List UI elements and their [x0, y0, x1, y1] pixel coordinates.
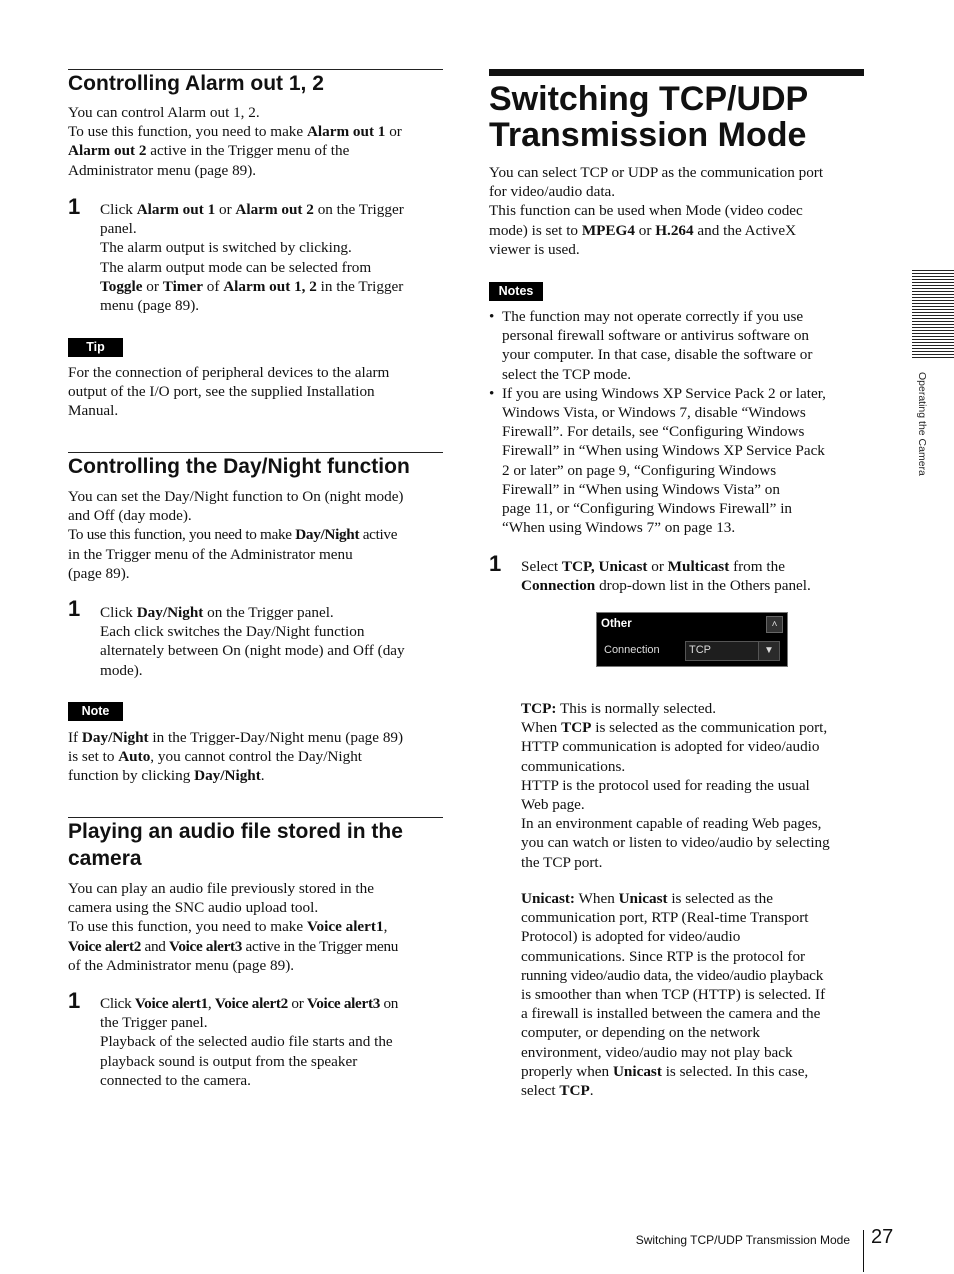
note-text: If Day/Night in the Trigger-Day/Night menu (page 89) is set to Auto, you cannot control the Day/Night function by clicking Day/Night.: [68, 729, 404, 785]
step-alarm: Click Alarm out 1 or Alarm out 2 on the Trigger panel. The alarm output is switched by clicking. The alarm output mode can be selected from Toggle or Timer of Alarm out 1, 2 in the Trigger menu (page 89).: [100, 201, 404, 315]
step-number: 1: [68, 596, 81, 621]
paragraph-day-night-intro: You can set the Day/Night function to On (night mode) and Off (day mode). To use this function, you need to make Day/Night active in the Trigger menu of the Administrator menu (page 89).: [68, 488, 404, 582]
tip-text: For the connection of peripheral devices to the alarm output of the I/O port, see the supplied Installation Manual.: [68, 364, 390, 420]
paragraph-alarm-intro: You can control Alarm out 1, 2. To use this function, you need to make Alarm out 1 or Alarm out 2 active in the Trigger menu of the Administrator menu (page 89).: [68, 104, 402, 179]
collapse-icon[interactable]: ˄: [766, 616, 783, 633]
connection-select-value: TCP: [689, 644, 711, 656]
step-number: 1: [489, 551, 502, 576]
heading-audio-file: Playing an audio file stored in the camera: [68, 820, 403, 870]
footer-rule: [863, 1230, 864, 1272]
step-number: 1: [68, 988, 81, 1013]
step-number: 1: [68, 194, 81, 219]
tcp-description: TCP: This is normally selected. When TCP is selected as the communication port, HTTP communication is adopted for video/audio communications. HTTP is the protocol used for reading the usual Web page. In an environment capable of reading Web pages, you can watch or listen to video/audio by selecting the TCP port.: [521, 700, 830, 871]
other-panel: [596, 612, 788, 667]
dropdown-arrow-icon[interactable]: ▼: [758, 642, 779, 660]
page-number: 27: [871, 1226, 894, 1248]
unicast-description: Unicast: When Unicast is selected as the communication port, RTP (Real-time Transport Protocol) is adopted for video/audio communications. Since RTP is the protocol for running video/audio data, the video/audio playback is smoother than when TCP (HTTP) is selected. If a firewall is installed between the camera and the computer, or depending on the network environment, video/audio may not play back properly when Unicast is selected. In this case, select TCP.: [521, 890, 826, 1100]
panel-title: Other: [601, 618, 632, 630]
list-item: • If you are using Windows XP Service Pack 2 or later, Windows Vista, or Windows 7, disable “Windows Firewall”. For details, see “Configuring Windows Firewall” in “When using Windows XP Service Pack 2 or later” on page 9, “Configuring Windows Firewall” in “When using Windows Vista” on page 11, or “Configuring Windows Firewall” in “When using Windows 7” on page 13.: [489, 384, 826, 537]
main-heading: Switching TCP/UDP Transmission Mode: [489, 80, 809, 154]
connection-select[interactable]: [685, 641, 780, 661]
side-tab-text: Operating the Camera: [916, 372, 928, 476]
heading-alarm-out: Controlling Alarm out 1, 2: [68, 72, 324, 95]
paragraph-audio-intro: You can play an audio file previously stored in the camera using the SNC audio upload tool. To use this function, you need to make Voice alert1, Voice alert2 and Voice alert3 active in the Trigger menu of the Administrator menu (page 89).: [68, 880, 399, 974]
tip-label: Tip: [68, 338, 123, 357]
heading-day-night: Controlling the Day/Night function: [68, 455, 410, 478]
notes-label: Notes: [489, 282, 543, 301]
notes-list: [489, 307, 864, 537]
main-heading-rule: [489, 69, 864, 76]
side-tab-lines: [912, 270, 954, 362]
step-day-night: Click Day/Night on the Trigger panel. Each click switches the Day/Night function alternately between On (night mode) and Off (day mode).: [100, 604, 405, 679]
footer-title: Switching TCP/UDP Transmission Mode: [635, 1233, 850, 1247]
connection-label: Connection: [604, 644, 660, 656]
step-connection: Select TCP, Unicast or Multicast from the Connection drop-down list in the Others panel.: [521, 558, 811, 595]
step-audio: Click Voice alert1, Voice alert2 or Voice alert3 on the Trigger panel. Playback of the selected audio file starts and the playback sound is output from the speaker connected to the camera.: [100, 995, 399, 1089]
note-label: Note: [68, 702, 123, 721]
paragraph-tcp-intro: You can select TCP or UDP as the communication port for video/audio data. This function can be used when Mode (video codec mode) is set to MPEG4 or H.264 and the ActiveX viewer is used.: [489, 164, 824, 258]
list-item: • The function may not operate correctly if you use personal firewall software or antivirus software on your computer. In that case, disable the software or select the TCP mode.: [489, 308, 813, 383]
